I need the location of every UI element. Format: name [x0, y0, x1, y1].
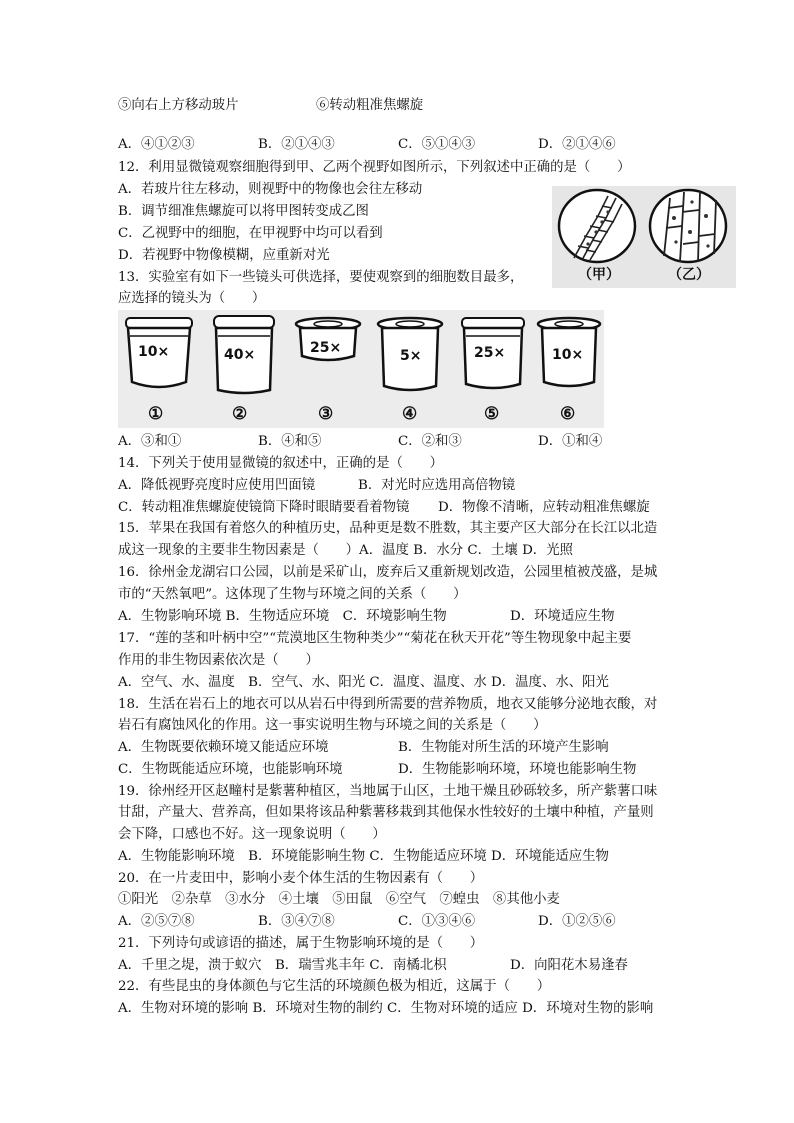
- q16-line-2: 市的“天然氧吧”。这体现了生物与环境之间的关系（ ）: [118, 587, 467, 602]
- lens-4-number: ④: [402, 404, 418, 424]
- q12-option-a: A．若玻片往左移动，则视野中的物像也会往左移动: [118, 182, 423, 197]
- q13-option-c: C．②和③: [398, 434, 462, 449]
- q13-lens-figure: [118, 310, 604, 428]
- q13-option-d: D．①和④: [538, 434, 603, 449]
- q21-option-d: D．向阳花木易逢春: [510, 958, 628, 973]
- q19-line-2: 甘甜，产量大、营养高，但如果将该品种紫薯移栽到其他保水性较好的土壤中种植，产量则: [118, 805, 654, 820]
- lens-1-mag: 10×: [138, 344, 170, 360]
- lens-2-mag: 40×: [224, 347, 256, 363]
- q17-line-1: 17．“莲的茎和叶柄中空”“荒漠地区生物种类少”“菊花在秋天开花”等生物现象中起主要: [118, 631, 632, 646]
- figure-label-yi: （乙）: [668, 267, 710, 283]
- q13-stem-line2: 应选择的镜头为（ ）: [118, 291, 266, 306]
- q18-option-d: D．生物能影响环境，环境也能影响生物: [398, 762, 637, 777]
- q21-options-abc: A．千里之堤，溃于蚁穴 B．瑞雪兆丰年 C．南橘北枳: [118, 958, 447, 973]
- q11-item-6: ⑥转动粗准焦螺旋: [316, 98, 424, 113]
- q19-options: A．生物能影响环境 B．环境能影响生物 C．生物能适应环境 D．环境能适应生物: [118, 849, 609, 864]
- q20-option-d: D．①②⑤⑥: [538, 914, 616, 929]
- lens-6-number: ⑥: [560, 404, 576, 424]
- q20-option-a: A．②⑤⑦⑧: [118, 914, 195, 929]
- q19-line-3: 会下降，口感也不好。这一现象说明（ ）: [118, 827, 386, 842]
- q14-stem: 14．下列关于使用显微镜的叙述中，正确的是（ ）: [118, 456, 444, 471]
- q14-option-d: D．物像不清晰，应转动粗准焦螺旋: [438, 500, 650, 515]
- q18-line-2: 岩石有腐蚀风化的作用。这一事实说明生物与环境之间的关系是（ ）: [118, 718, 547, 733]
- q18-option-a: A．生物既要依赖环境又能适应环境: [118, 740, 329, 755]
- q18-option-c: C．生物既能适应环境，也能影响环境: [118, 762, 343, 777]
- lens-1-number: ①: [148, 404, 164, 424]
- lens-3-number: ③: [318, 404, 334, 424]
- q15-line-2: 成这一现象的主要非生物因素是（ ）A．温度 B．水分 C．土壤 D．光照: [118, 543, 573, 558]
- q11-option-b: B．②①④③: [258, 137, 335, 152]
- lens-3-mag: 25×: [310, 340, 342, 356]
- lens-4-mag: 5×: [400, 348, 422, 364]
- q18-line-1: 18．生活在岩石上的地衣可以从岩石中得到所需要的营养物质，地衣又能够分泌地衣酸，对: [118, 697, 658, 712]
- q13-option-b: B．④和⑤: [258, 434, 322, 449]
- lens-5-number: ⑤: [484, 404, 500, 424]
- figure-label-jia: （甲）: [578, 267, 620, 283]
- q11-option-d: D．②①④⑥: [538, 137, 616, 152]
- q20-option-b: B．③④⑦⑧: [258, 914, 335, 929]
- q14-option-a: A．降低视野亮度时应使用凹面镜: [118, 478, 316, 493]
- q20-stem: 20．在一片麦田中，影响小麦个体生活的生物因素有（ ）: [118, 871, 484, 886]
- q17-options: A．空气、水、温度 B．空气、水、阳光 C．温度、温度、水 D．温度、水、阳光: [118, 675, 609, 690]
- q17-line-2: 作用的非生物因素依次是（ ）: [118, 653, 319, 668]
- q20-option-c: C．①③④⑥: [398, 914, 476, 929]
- lens-5-mag: 25×: [474, 345, 506, 361]
- q15-line-1: 15．苹果在我国有着悠久的种植历史，品种更是数不胜数，其主要产区大部分在长江以北造: [118, 521, 658, 536]
- q11-option-a: A．④①②③: [118, 137, 195, 152]
- q22-stem: 22．有些昆虫的身体颜色与它生活的环境颜色极为相近，这属于（ ）: [118, 979, 551, 994]
- q11-item-5: ⑤向右上方移动玻片: [118, 98, 239, 113]
- q20-items: ①阳光 ②杂草 ③水分 ④土壤 ⑤田鼠 ⑥空气 ⑦蝗虫 ⑧其他小麦: [118, 892, 560, 907]
- q14-option-c: C．转动粗准焦螺旋使镜筒下降时眼睛要看着物镜: [118, 500, 410, 515]
- q12-option-d: D．若视野中物像模糊，应重新对光: [118, 248, 330, 263]
- q13-stem-line1: 13．实验室有如下一些镜头可供选择，要使观察到的细胞数目最多，: [118, 270, 524, 285]
- q21-stem: 21．下列诗句或谚语的描述，属于生物影响环境的是（ ）: [118, 936, 484, 951]
- q12-option-b: B．调节细准焦螺旋可以将甲图转变成乙图: [118, 204, 369, 219]
- q22-options: A．生物对环境的影响 B．环境对生物的制约 C．生物对环境的适应 D．环境对生物的影响: [118, 1001, 654, 1016]
- q19-line-1: 19．徐州经开区赵疃村是紫薯种植区，当地属于山区，土地干燥且砂砾较多，所产紫薯口味: [118, 784, 658, 799]
- q12-option-c: C．乙视野中的细胞，在甲视野中均可以看到: [118, 226, 383, 241]
- lens-2-number: ②: [232, 404, 248, 424]
- q12-figure: [552, 186, 736, 288]
- q13-option-a: A．③和①: [118, 434, 182, 449]
- q11-option-c: C．⑤①④③: [398, 137, 476, 152]
- q16-option-d: D．环境适应生物: [510, 609, 615, 624]
- lens-6-mag: 10×: [552, 347, 584, 363]
- q18-option-b: B．生物能对所生活的环境产生影响: [398, 740, 609, 755]
- q16-line-1: 16．徐州金龙湖宕口公园，以前是采矿山，废弃后又重新规划改造，公园里植被茂盛，是城: [118, 565, 658, 580]
- q12-stem: 12．利用显微镜观察细胞得到甲、乙两个视野如图所示，下列叙述中正确的是（ ）: [118, 160, 631, 175]
- q14-option-b: B．对光时应选用高倍物镜: [358, 478, 516, 493]
- q16-options-abc: A．生物影响环境 B．生物适应环境 C．环境影响生物: [118, 609, 447, 624]
